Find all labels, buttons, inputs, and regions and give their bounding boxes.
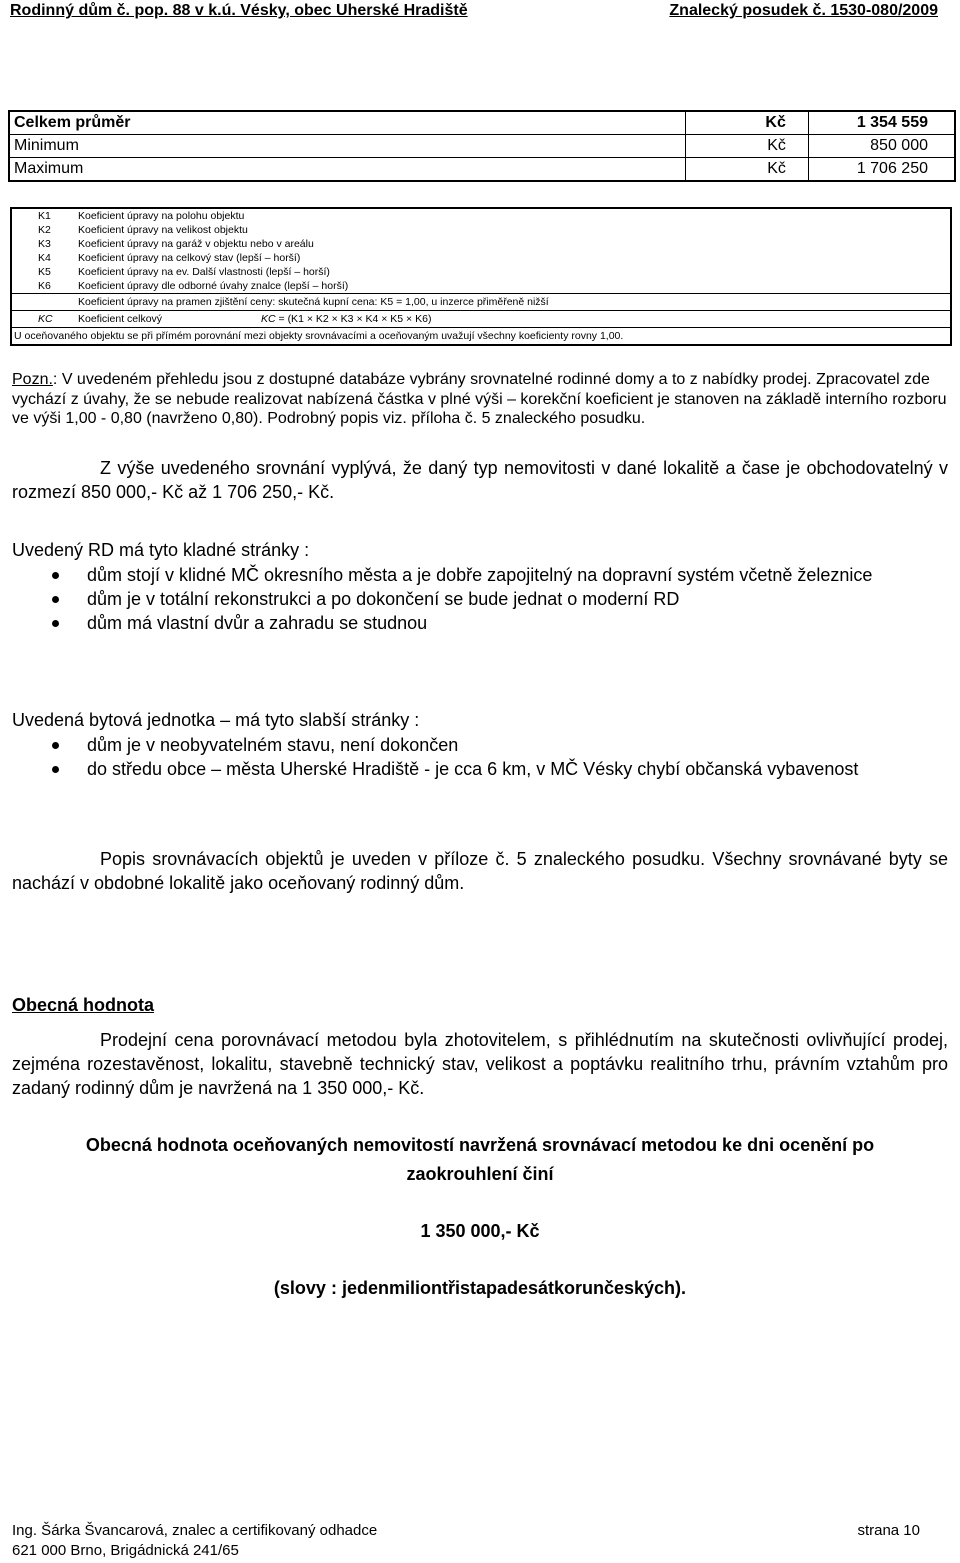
summary-label: Minimum bbox=[9, 135, 686, 158]
final-value-statement-cont: zaokrouhlení činí bbox=[406, 1164, 554, 1184]
coefficient-note: U oceňovaného objektu se při přímém porovnání mezi objekty srovnávacími a oceňovaným uvažují všechny koeficienty rovny 1,00. bbox=[14, 330, 624, 342]
comparison-description: Popis srovnávacích objektů je uveden v příloze č. 5 znaleckého posudku. Všechny srovnávané byty se nachází v obdobné lokalitě jako oceňovaný rodinný dům. bbox=[12, 849, 948, 893]
coefficient-code: K6 bbox=[38, 280, 51, 292]
coefficient-code: K2 bbox=[38, 224, 51, 236]
conclusion-paragraph: Z výše uvedeného srovnání vyplývá, že daný typ nemovitosti v dané lokalitě a čase je obchodovatelný v rozmezí 850 000,- Kč až 1 706 250,- Kč. bbox=[12, 458, 948, 502]
footer-address: 621 000 Brno, Brigádnická 241/65 bbox=[12, 1542, 239, 1559]
positives-heading: Uvedený RD má tyto kladné stránky : bbox=[12, 540, 310, 560]
coefficient-total-code: KC bbox=[38, 313, 53, 325]
price-summary-table bbox=[8, 110, 956, 182]
coefficient-total-row bbox=[12, 310, 950, 327]
summary-label: Maximum bbox=[9, 158, 686, 182]
coefficient-code: K3 bbox=[38, 238, 51, 250]
coefficient-code: K4 bbox=[38, 252, 51, 264]
coefficient-row bbox=[12, 265, 950, 279]
final-value-in-words: (slovy : jedenmiliontřistapadesátkorunčeských). bbox=[273, 1278, 687, 1298]
coefficient-row bbox=[12, 251, 950, 265]
coefficient-row bbox=[12, 237, 950, 251]
summary-currency: Kč bbox=[686, 111, 809, 135]
coefficient-text: Koeficient úpravy na polohu objektu bbox=[78, 210, 245, 222]
list-item: dům má vlastní dvůr a zahradu se studnou bbox=[12, 611, 948, 635]
coefficient-text: Koeficient úpravy na velikost objektu bbox=[78, 224, 248, 236]
footer-author: Ing. Šárka Švancarová, znalec a certifikovaný odhadce bbox=[12, 1522, 378, 1539]
coefficient-text: Koeficient úpravy na celkový stav (lepší – horší) bbox=[78, 252, 301, 264]
summary-currency: Kč bbox=[686, 135, 809, 158]
coefficient-note-row bbox=[12, 327, 950, 344]
final-value-amount: 1 350 000,- Kč bbox=[420, 1221, 540, 1241]
coefficient-formula bbox=[261, 311, 431, 327]
coefficient-source-row bbox=[12, 293, 950, 310]
summary-currency: Kč bbox=[686, 158, 809, 182]
negatives-list bbox=[12, 733, 948, 781]
coefficient-row bbox=[12, 223, 950, 237]
list-item: dům je v totální rekonstrukci a po dokončení se bude jednat o moderní RD bbox=[12, 587, 948, 611]
coefficient-text: Koeficient úpravy na ev. Další vlastnosti (lepší – horší) bbox=[78, 266, 330, 278]
page-header bbox=[0, 0, 960, 24]
bullet-icon bbox=[52, 620, 59, 627]
formula-rhs: = (K1 × K2 × K3 × K4 × K5 × K6) bbox=[278, 313, 432, 325]
coefficient-source-text: Koeficient úpravy na pramen zjištění ceny: skutečná kupní cena: K5 = 1,00, u inzerce přiměřeně nižší bbox=[78, 296, 549, 308]
section-heading-general-value: Obecná hodnota bbox=[12, 995, 155, 1015]
bullet-icon bbox=[52, 742, 59, 749]
final-value-statement: Obecná hodnota oceňovaných nemovitostí navržená srovnávací metodou ke dni ocenění po bbox=[85, 1135, 875, 1155]
summary-value: 1 706 250 bbox=[808, 158, 955, 182]
summary-row-minimum bbox=[9, 135, 955, 158]
general-value-paragraph: Prodejní cena porovnávací metodou byla zhotovitelem, s přihlédnutím na skutečnosti ovlivňující prodej, zejména rozestavěnost, lokalitu, stavebně technický stav, velikost a poptávku realitního trhu, právním vztahům pro zadaný rodinný dům je navržená na 1 350 000,- Kč. bbox=[12, 1030, 948, 1098]
coefficient-total-text: Koeficient celkový bbox=[78, 313, 163, 325]
list-item: dům je v neobyvatelném stavu, není dokončen bbox=[12, 733, 948, 757]
list-item: do středu obce – města Uherské Hradiště - je cca 6 km, v MČ Vésky chybí občanská vybavenost bbox=[12, 757, 948, 781]
bullet-icon bbox=[52, 766, 59, 773]
formula-lhs: KC bbox=[261, 313, 276, 325]
summary-row-average bbox=[9, 111, 955, 135]
header-property-title: Rodinný dům č. pop. 88 v k.ú. Vésky, obec Uherské Hradiště bbox=[10, 2, 468, 19]
coefficient-code: K5 bbox=[38, 266, 51, 278]
footer-page-number: strana 10 bbox=[857, 1522, 920, 1539]
note-prefix: Pozn. bbox=[12, 371, 53, 388]
note-text: : V uvedeném přehledu jsou z dostupné databáze vybrány srovnatelné rodinné domy a to z nabídky prodej. Zpracovatel zde vychází z úvahy, že se nebude realizovat nabízená částka v plné výši – korekční koeficient je stanoven na základě interního rozboru ve výši 1,00 - 0,80 (navrženo 0,80). Podrobný popis viz. příloha č. 5 znaleckého posudku. bbox=[12, 371, 947, 427]
coefficient-code: K1 bbox=[38, 210, 51, 222]
bullet-icon bbox=[52, 572, 59, 579]
summary-label: Celkem průměr bbox=[9, 111, 686, 135]
note-paragraph bbox=[12, 370, 948, 429]
bullet-icon bbox=[52, 596, 59, 603]
summary-value: 1 354 559 bbox=[808, 111, 955, 135]
coefficient-row bbox=[12, 209, 950, 223]
summary-value: 850 000 bbox=[808, 135, 955, 158]
negatives-heading: Uvedená bytová jednotka – má tyto slabší stránky : bbox=[12, 710, 420, 730]
coefficient-legend bbox=[10, 207, 952, 346]
positives-list bbox=[12, 563, 948, 635]
coefficient-row bbox=[12, 279, 950, 293]
coefficient-text: Koeficient úpravy na garáž v objektu nebo v areálu bbox=[78, 238, 314, 250]
list-item: dům stojí v klidné MČ okresního města a je dobře zapojitelný na dopravní systém včetně železnice bbox=[12, 563, 948, 587]
header-report-number: Znalecký posudek č. 1530-080/2009 bbox=[669, 2, 938, 19]
summary-row-maximum bbox=[9, 158, 955, 182]
coefficient-text: Koeficient úpravy dle odborné úvahy znalce (lepší – horší) bbox=[78, 280, 349, 292]
